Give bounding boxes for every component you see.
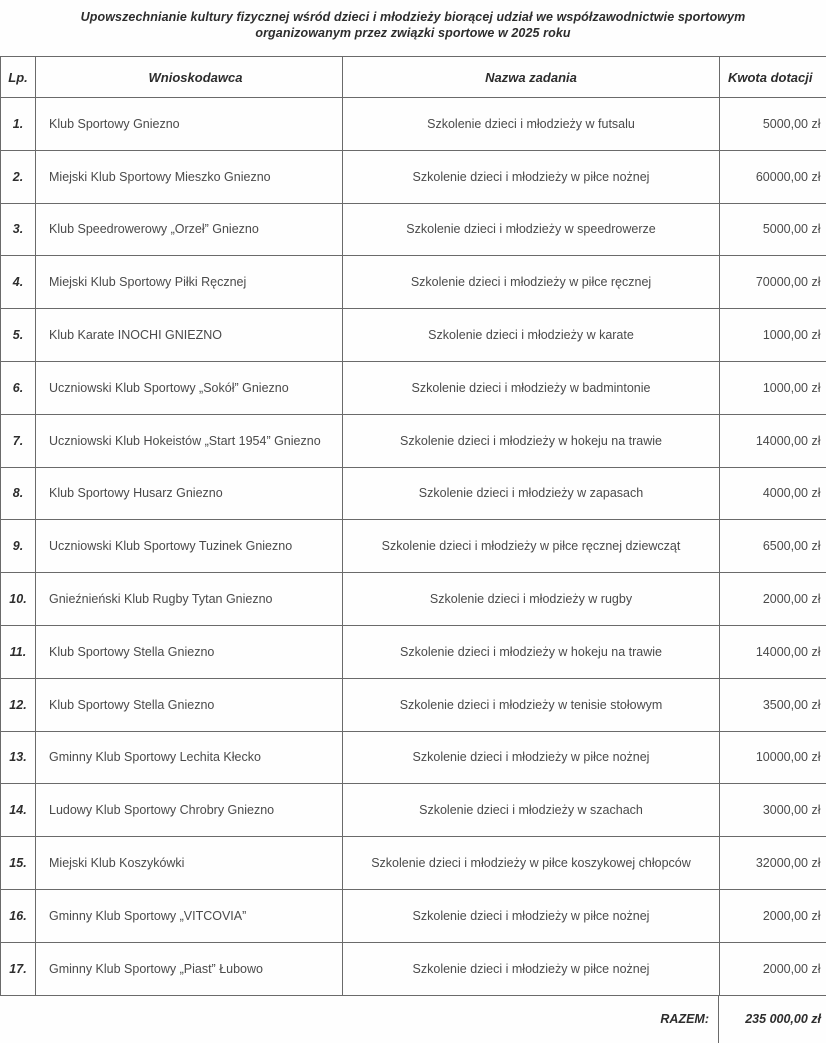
grant-amount: 4000,00 zł <box>720 467 826 520</box>
grant-amount: 32000,00 zł <box>720 837 826 890</box>
row-number: 9. <box>1 520 36 573</box>
grant-amount: 2000,00 zł <box>720 889 826 942</box>
row-number: 10. <box>1 573 36 626</box>
document-title-line2: organizowanym przez związki sportowe w 2025 roku <box>0 25 826 41</box>
applicant-name: Klub Sportowy Stella Gniezno <box>36 625 343 678</box>
applicant-name: Miejski Klub Koszykówki <box>36 837 343 890</box>
task-name: Szkolenie dzieci i młodzieży w hokeju na trawie <box>343 414 720 467</box>
table-row <box>1 98 826 151</box>
task-name: Szkolenie dzieci i młodzieży w piłce nożnej <box>343 731 720 784</box>
grant-amount: 14000,00 zł <box>720 625 826 678</box>
table-row <box>1 150 826 203</box>
row-number: 1. <box>1 98 36 151</box>
task-name: Szkolenie dzieci i młodzieży w piłce ręcznej <box>343 256 720 309</box>
row-number: 2. <box>1 150 36 203</box>
table-row <box>1 889 826 942</box>
task-name: Szkolenie dzieci i młodzieży w piłce nożnej <box>343 942 720 995</box>
document-title-line1: Upowszechnianie kultury fizycznej wśród dzieci i młodzieży biorącej udział we współzawodnictwie sportowym <box>0 9 826 25</box>
grant-amount: 2000,00 zł <box>720 942 826 995</box>
grant-amount: 1000,00 zł <box>720 309 826 362</box>
table-row <box>1 784 826 837</box>
applicant-name: Klub Sportowy Husarz Gniezno <box>36 467 343 520</box>
row-number: 5. <box>1 309 36 362</box>
applicant-name: Uczniowski Klub Sportowy „Sokół” Gniezno <box>36 361 343 414</box>
row-number: 13. <box>1 731 36 784</box>
grant-amount: 14000,00 zł <box>720 414 826 467</box>
row-number: 6. <box>1 361 36 414</box>
applicant-name: Gminny Klub Sportowy „Piast” Łubowo <box>36 942 343 995</box>
task-name: Szkolenie dzieci i młodzieży w piłce koszykowej chłopców <box>343 837 720 890</box>
task-name: Szkolenie dzieci i młodzieży w hokeju na trawie <box>343 625 720 678</box>
grant-amount: 60000,00 zł <box>720 150 826 203</box>
applicant-name: Klub Sportowy Stella Gniezno <box>36 678 343 731</box>
grant-amount: 70000,00 zł <box>720 256 826 309</box>
task-name: Szkolenie dzieci i młodzieży w piłce nożnej <box>343 150 720 203</box>
grant-amount: 10000,00 zł <box>720 731 826 784</box>
table-row <box>1 361 826 414</box>
table-row <box>1 520 826 573</box>
grant-amount: 3500,00 zł <box>720 678 826 731</box>
grant-amount: 5000,00 zł <box>720 203 826 256</box>
header-applicant: Wnioskodawca <box>36 57 343 98</box>
row-number: 15. <box>1 837 36 890</box>
row-number: 12. <box>1 678 36 731</box>
applicant-name: Miejski Klub Sportowy Mieszko Gniezno <box>36 150 343 203</box>
applicant-name: Gminny Klub Sportowy „VITCOVIA” <box>36 889 343 942</box>
table-row <box>1 731 826 784</box>
table-row <box>1 203 826 256</box>
table-header-row <box>1 57 826 98</box>
grants-table <box>0 56 826 996</box>
task-name: Szkolenie dzieci i młodzieży w zapasach <box>343 467 720 520</box>
applicant-name: Gnieźnieński Klub Rugby Tytan Gniezno <box>36 573 343 626</box>
task-name: Szkolenie dzieci i młodzieży w szachach <box>343 784 720 837</box>
row-number: 14. <box>1 784 36 837</box>
task-name: Szkolenie dzieci i młodzieży w futsalu <box>343 98 720 151</box>
grant-amount: 6500,00 zł <box>720 520 826 573</box>
task-name: Szkolenie dzieci i młodzieży w badmintonie <box>343 361 720 414</box>
row-number: 4. <box>1 256 36 309</box>
total-label: RAZEM: <box>660 1012 709 1026</box>
task-name: Szkolenie dzieci i młodzieży w karate <box>343 309 720 362</box>
row-number: 7. <box>1 414 36 467</box>
applicant-name: Gminny Klub Sportowy Lechita Kłecko <box>36 731 343 784</box>
row-number: 16. <box>1 889 36 942</box>
applicant-name: Ludowy Klub Sportowy Chrobry Gniezno <box>36 784 343 837</box>
header-task: Nazwa zadania <box>343 57 720 98</box>
header-amount: Kwota dotacji <box>720 57 826 98</box>
total-value-cell <box>719 996 826 1043</box>
grant-amount: 3000,00 zł <box>720 784 826 837</box>
task-name: Szkolenie dzieci i młodzieży w piłce nożnej <box>343 889 720 942</box>
row-number: 3. <box>1 203 36 256</box>
task-name: Szkolenie dzieci i młodzieży w tenisie stołowym <box>343 678 720 731</box>
document-title <box>0 0 826 41</box>
applicant-name: Uczniowski Klub Sportowy Tuzinek Gniezno <box>36 520 343 573</box>
task-name: Szkolenie dzieci i młodzieży w speedrowerze <box>343 203 720 256</box>
applicant-name: Klub Sportowy Gniezno <box>36 98 343 151</box>
table-row <box>1 942 826 995</box>
applicant-name: Klub Karate INOCHI GNIEZNO <box>36 309 343 362</box>
table-body <box>1 98 826 996</box>
total-label-cell <box>0 996 719 1043</box>
task-name: Szkolenie dzieci i młodzieży w rugby <box>343 573 720 626</box>
table-row <box>1 256 826 309</box>
row-number: 17. <box>1 942 36 995</box>
grant-amount: 5000,00 zł <box>720 98 826 151</box>
applicant-name: Klub Speedrowerowy „Orzeł” Gniezno <box>36 203 343 256</box>
table-row <box>1 837 826 890</box>
applicant-name: Miejski Klub Sportowy Piłki Ręcznej <box>36 256 343 309</box>
table-row <box>1 414 826 467</box>
applicant-name: Uczniowski Klub Hokeistów „Start 1954” Gniezno <box>36 414 343 467</box>
table-row <box>1 678 826 731</box>
table-row <box>1 309 826 362</box>
table-row <box>1 573 826 626</box>
grant-amount: 2000,00 zł <box>720 573 826 626</box>
grant-amount: 1000,00 zł <box>720 361 826 414</box>
table-row <box>1 467 826 520</box>
task-name: Szkolenie dzieci i młodzieży w piłce ręcznej dziewcząt <box>343 520 720 573</box>
header-lp: Lp. <box>1 57 36 98</box>
total-value: 235 000,00 zł <box>745 1012 821 1026</box>
row-number: 11. <box>1 625 36 678</box>
table-row <box>1 625 826 678</box>
total-row <box>0 996 826 1043</box>
row-number: 8. <box>1 467 36 520</box>
